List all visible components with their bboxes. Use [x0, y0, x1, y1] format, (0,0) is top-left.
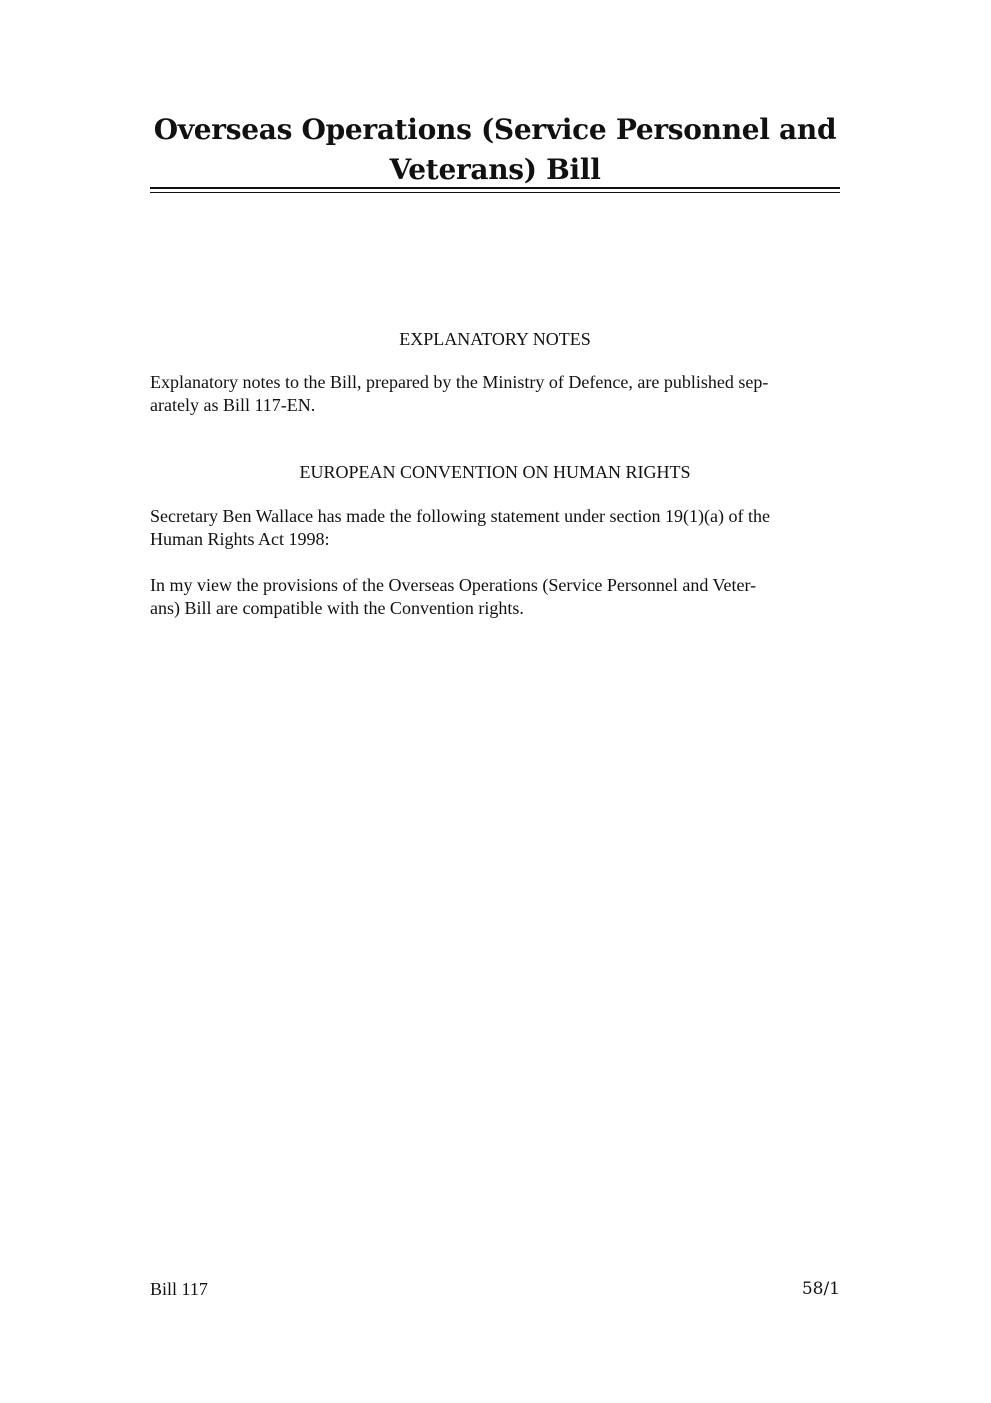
title-double-rule [150, 187, 840, 193]
footer-bill-number: Bill 117 [150, 1279, 208, 1299]
paragraph-line: In my view the provisions of the Overseas Operations (Service Personnel and Veter- [150, 575, 757, 595]
paragraph-line: arately as Bill 117-EN. [150, 395, 316, 415]
compatibility-paragraph [150, 574, 840, 620]
paragraph-line: Human Rights Act 1998: [150, 529, 330, 549]
explanatory-notes-paragraph [150, 371, 840, 417]
paragraph-line: Explanatory notes to the Bill, prepared by the Ministry of Defence, are published sep- [150, 372, 769, 392]
section-heading-echr: EUROPEAN CONVENTION ON HUMAN RIGHTS [299, 462, 691, 482]
statement-paragraph [150, 505, 840, 551]
paragraph-line: ans) Bill are compatible with the Convention rights. [150, 598, 524, 618]
paragraph-line: Secretary Ben Wallace has made the following statement under section 19(1)(a) of the [150, 506, 770, 526]
bill-title-line: Overseas Operations (Service Personnel and [153, 113, 837, 146]
footer-page-ref: 58/1 [801, 1279, 840, 1299]
section-heading-explanatory-notes: EXPLANATORY NOTES [399, 329, 591, 349]
bill-title [150, 110, 840, 190]
bill-title-line: Veterans) Bill [389, 153, 601, 186]
